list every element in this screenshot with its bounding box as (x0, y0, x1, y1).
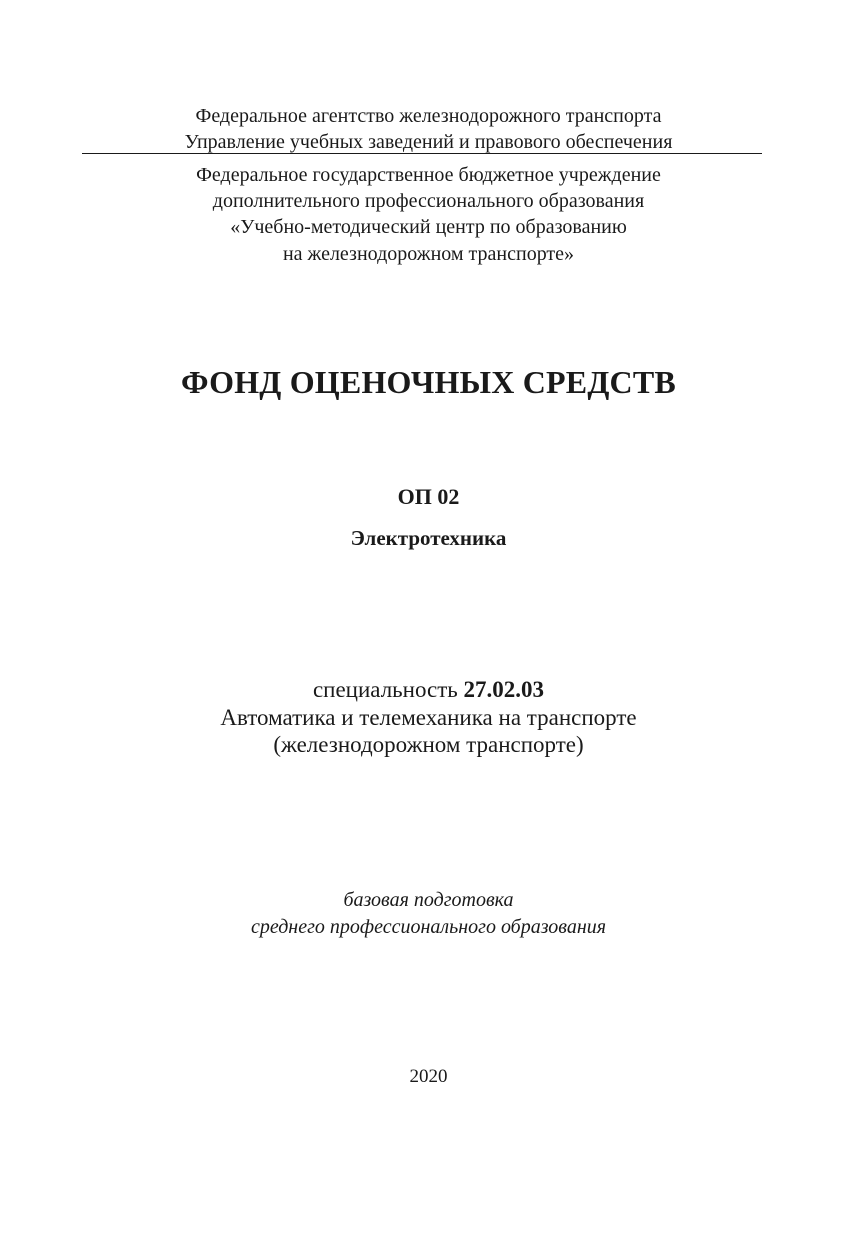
specialty-line (0, 676, 857, 704)
header-divider (82, 153, 762, 154)
institution-line-1: Федеральное государственное бюджетное учреждение (196, 164, 661, 186)
department-name: Управление учебных заведений и правового обеспечения (184, 131, 673, 153)
specialty-name-line-2: (железнодорожном транспорте) (273, 732, 584, 757)
discipline-code: ОП 02 (397, 484, 460, 509)
specialty-code: 27.02.03 (463, 677, 545, 702)
institution-line-3: «Учебно-методический центр по образованию (230, 216, 627, 238)
institution-line-2: дополнительного профессионального образования (212, 190, 645, 212)
training-level-line-2: среднего профессионального образования (250, 916, 607, 938)
specialty-name-line-1: Автоматика и телемеханика на транспорте (220, 705, 637, 730)
specialty-label: специальность (312, 677, 464, 702)
discipline-name: Электротехника (350, 526, 507, 550)
agency-name: Федеральное агентство железнодорожного транспорта (195, 105, 662, 127)
document-title: ФОНД ОЦЕНОЧНЫХ СРЕДСТВ (181, 364, 676, 400)
training-level-line-1: базовая подготовка (343, 889, 514, 911)
institution-line-4: на железнодорожном транспорте» (282, 243, 575, 265)
publication-year: 2020 (409, 1066, 448, 1087)
